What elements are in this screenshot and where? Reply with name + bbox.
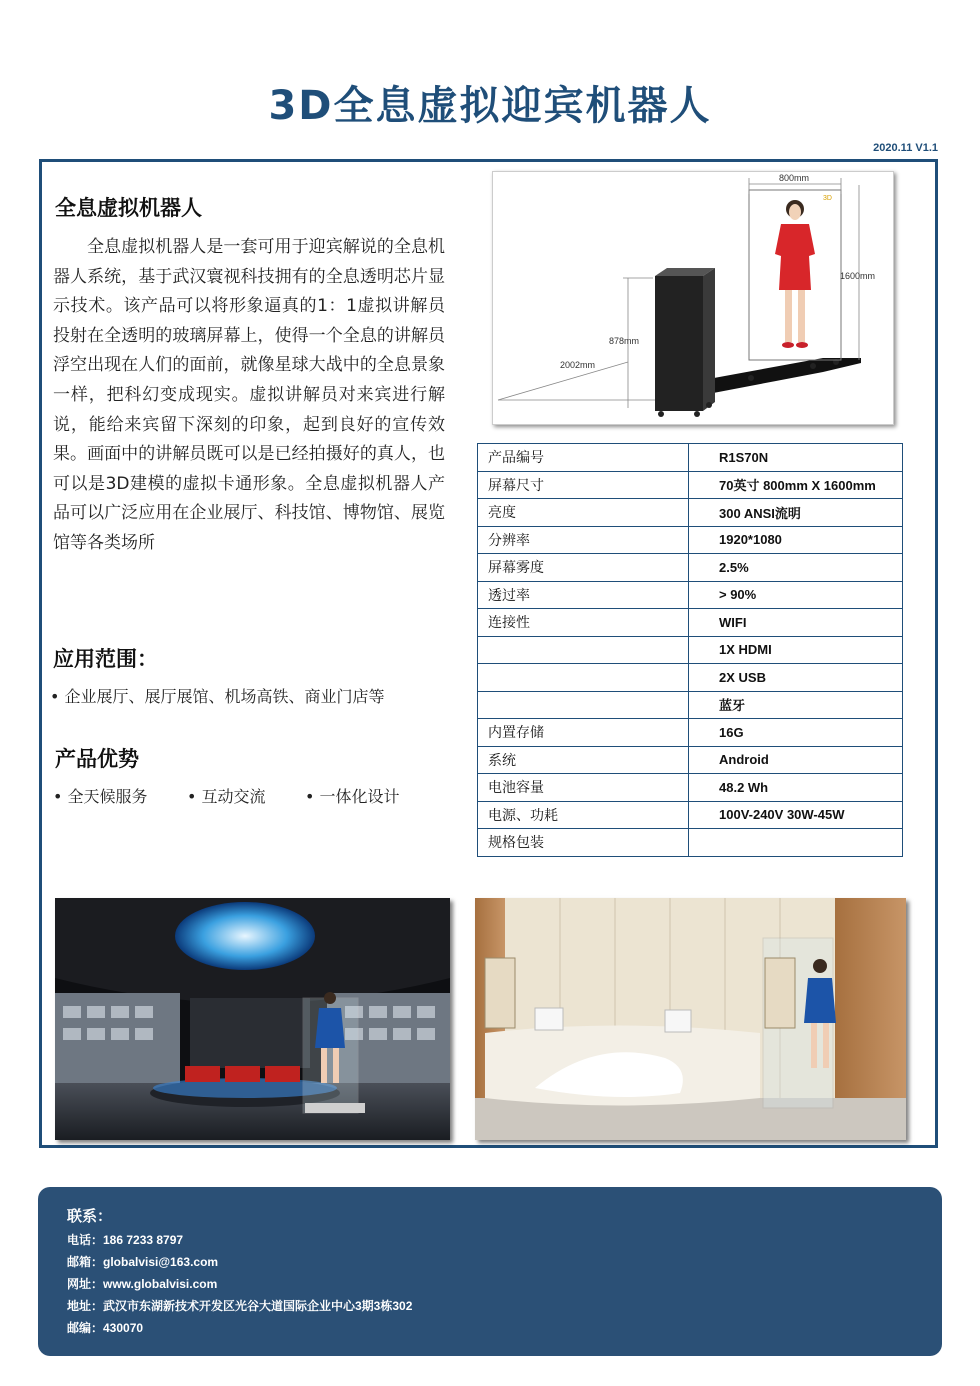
spec-key: 规格包装 — [478, 829, 689, 857]
spec-value: 2X USB — [689, 664, 903, 692]
advantage-item: • 互动交流 — [187, 787, 266, 806]
height-label: 1600mm — [840, 271, 876, 281]
spec-row — [478, 444, 903, 472]
spec-value: 2.5% — [689, 554, 903, 582]
contact-email[interactable]: 邮箱：globalvisi@163.com — [67, 1255, 219, 1269]
spec-value: 16G — [689, 719, 903, 747]
spec-row — [478, 719, 903, 747]
spec-key: 亮度 — [478, 499, 689, 527]
dimension-diagram-svg — [493, 172, 893, 424]
spec-key: 连接性 — [478, 609, 689, 637]
spec-row — [478, 609, 903, 637]
contact-website[interactable]: 网址：www.globalvisi.com — [67, 1277, 218, 1291]
spec-value: 蓝牙 — [689, 691, 903, 719]
reception-lobby-photo — [475, 898, 906, 1140]
width-label: 800mm — [779, 173, 810, 183]
contact-address: 地址：武汉市东湖新技术开发区光谷大道国际企业中心3期3栋302 — [67, 1299, 413, 1313]
spec-row — [478, 526, 903, 554]
contact-panel — [38, 1187, 942, 1356]
spec-row — [478, 499, 903, 527]
spec-row — [478, 636, 903, 664]
spec-row — [478, 829, 903, 857]
spec-row — [478, 746, 903, 774]
spec-key — [478, 691, 689, 719]
contact-phone: 电话：186 7233 8797 — [67, 1233, 184, 1247]
spec-value — [689, 829, 903, 857]
spec-key — [478, 636, 689, 664]
spec-row — [478, 554, 903, 582]
applications-heading: 应用范围： — [53, 647, 158, 671]
spec-row — [478, 664, 903, 692]
spec-key: 系统 — [478, 746, 689, 774]
spec-value: > 90% — [689, 581, 903, 609]
spec-key: 分辨率 — [478, 526, 689, 554]
advantages-heading: 产品优势 — [55, 747, 139, 771]
spec-key: 产品编号 — [478, 444, 689, 472]
spec-value: R1S70N — [689, 444, 903, 472]
cabinet-height-label: 878mm — [609, 336, 640, 346]
spec-table — [477, 443, 903, 857]
spec-row — [478, 581, 903, 609]
svg-text:3D: 3D — [823, 195, 832, 202]
spec-value: 100V-240V 30W-45W — [689, 801, 903, 829]
spec-value: Android — [689, 746, 903, 774]
intro-body: 全息虚拟机器人是一套可用于迎宾解说的全息机器人系统，基于武汉寰视科技拥有的全息透明芯片显示技术。该产品可以将形象逼真的1：1虚拟讲解员投射在全透明的玻璃屏幕上，使得一个全息的讲解员浮空出现在人们的面前，就像星球大战中的全息景象一样，把科幻变成现实。虚拟讲解员对来宾进行解说，能给来宾留下深刻的印象，起到良好的宣传效果。画面中的讲解员既可以是已经拍摄好的真人，也可以是3D建模的虚拟卡通形象。全息虚拟机器人产品可以广泛应用在企业展厅、科技馆、博物馆、展览馆等各类场所 — [53, 237, 445, 553]
spec-row — [478, 691, 903, 719]
page-title: 3D全息虚拟迎宾机器人 — [268, 83, 712, 129]
spec-value: WIFI — [689, 609, 903, 637]
spec-row — [478, 774, 903, 802]
advantage-item: • 全天候服务 — [53, 787, 148, 806]
spec-value: 70英寸 800mm X 1600mm — [689, 471, 903, 499]
spec-key: 屏幕雾度 — [478, 554, 689, 582]
spec-value: 48.2 Wh — [689, 774, 903, 802]
spec-value: 1920*1080 — [689, 526, 903, 554]
exhibition-hall-photo — [55, 898, 450, 1140]
advantage-item: • 一体化设计 — [305, 787, 400, 806]
spec-key: 电池容量 — [478, 774, 689, 802]
spec-key: 屏幕尺寸 — [478, 471, 689, 499]
contact-heading: 联系： — [67, 1208, 113, 1225]
spec-row — [478, 801, 903, 829]
reception-lobby-image — [475, 898, 906, 1140]
intro-heading: 全息虚拟机器人 — [55, 196, 202, 220]
spec-key — [478, 664, 689, 692]
spec-value: 1X HDMI — [689, 636, 903, 664]
spec-key: 电源、功耗 — [478, 801, 689, 829]
spec-key: 内置存储 — [478, 719, 689, 747]
version-label: 2020.11 V1.1 — [873, 142, 938, 154]
spec-key: 透过率 — [478, 581, 689, 609]
dimension-diagram — [492, 171, 894, 425]
spec-row — [478, 471, 903, 499]
exhibition-hall-image — [55, 898, 450, 1140]
applications-item: • 企业展厅、展厅展馆、机场高铁、商业门店等 — [50, 687, 385, 706]
length-label: 2002mm — [560, 360, 596, 370]
contact-postcode: 邮编：430070 — [67, 1321, 144, 1335]
spec-value: 300 ANSI流明 — [689, 499, 903, 527]
